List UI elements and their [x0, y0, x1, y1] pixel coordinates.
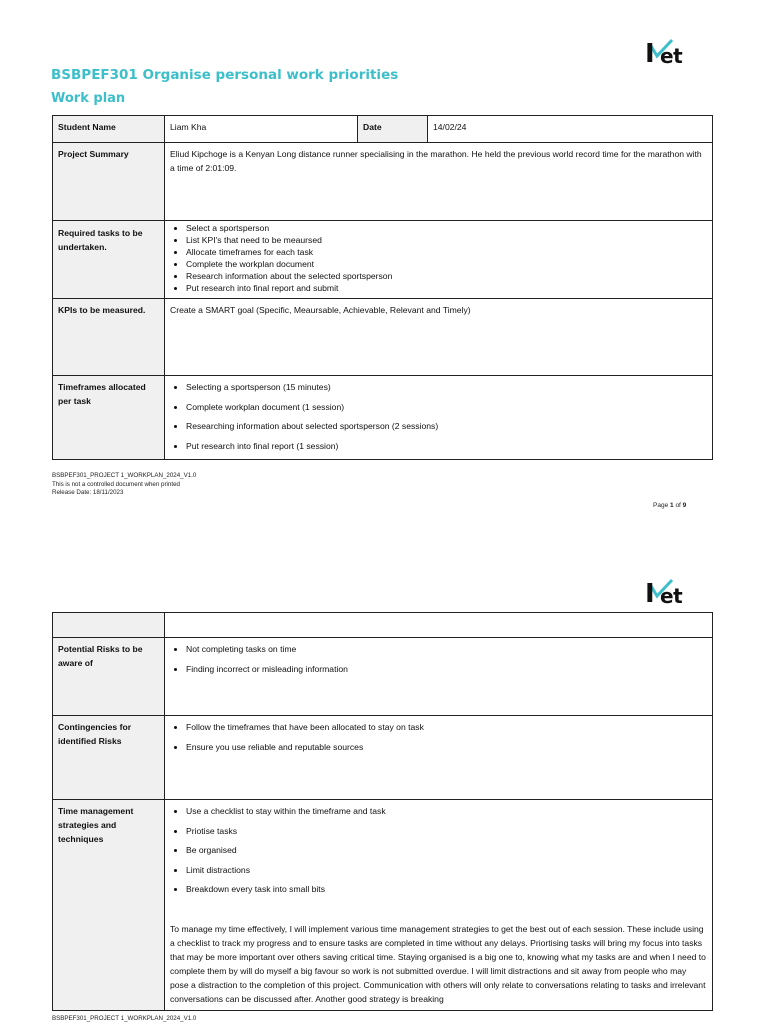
list-item: • Put research into final report and submit: [186, 282, 707, 294]
project-summary-value[interactable]: [165, 143, 713, 221]
logo-letters-et: et: [660, 584, 683, 608]
page-number: [653, 502, 686, 509]
work-plan-table-page-1: [52, 115, 713, 460]
logo-letter-i: I: [645, 39, 654, 69]
kpis-label: KPIs to be measured.: [53, 299, 165, 376]
student-name-label: Student Name: [53, 116, 165, 143]
list-item: • Not completing tasks on time: [186, 642, 707, 656]
page-prefix: Page: [653, 502, 669, 509]
blank-header-row: [53, 613, 713, 638]
list-item: • Allocate timeframes for each task: [186, 246, 707, 258]
list-item: • Complete the workplan document: [186, 258, 707, 270]
logo-letter-i: I: [645, 579, 654, 609]
list-item: • Ensure you use reliable and reputable sources: [186, 740, 707, 754]
risks-list: [170, 642, 707, 676]
time-management-row: [53, 800, 713, 1011]
kpis-row: [53, 299, 713, 376]
footer-release-date: Release Date: 18/11/2023: [52, 489, 124, 496]
timeframes-list: [170, 380, 707, 453]
ivet-logo: [642, 578, 692, 610]
time-management-value[interactable]: [165, 800, 713, 1011]
list-item: • Priotise tasks: [186, 824, 707, 838]
risks-value[interactable]: [165, 638, 713, 716]
document-subtitle: Work plan: [51, 91, 126, 106]
document-title: BSBPEF301 Organise personal work priorities: [51, 67, 399, 83]
list-item: • Be organised: [186, 843, 707, 857]
list-item: • Breakdown every task into small bits: [186, 882, 707, 896]
list-item: • Follow the timeframes that have been allocated to stay on task: [186, 720, 707, 734]
footer-controlled-note: This is not a controlled document when printed: [52, 480, 180, 488]
ivet-logo: [642, 38, 692, 70]
date-label: Date: [358, 116, 428, 143]
contingencies-value[interactable]: [165, 716, 713, 800]
logo-letters-et: et: [660, 44, 683, 68]
page-1-footer: [52, 472, 196, 498]
project-summary-label: Project Summary: [53, 143, 165, 221]
blank-value-cell[interactable]: [165, 613, 713, 638]
list-item: • Complete workplan document (1 session): [186, 400, 707, 414]
date-value[interactable]: 14/02/24: [428, 116, 713, 143]
contingencies-row: [53, 716, 713, 800]
list-item: • Limit distractions: [186, 863, 707, 877]
contingencies-list: [170, 720, 707, 754]
page-of: of: [675, 502, 681, 509]
kpis-value[interactable]: Create a SMART goal (Specific, Meaursable, Achievable, Relevant and Timely): [165, 299, 713, 376]
list-item: • Select a sportsperson: [186, 222, 707, 234]
blank-label-cell: [53, 613, 165, 638]
list-item: • Selecting a sportsperson (15 minutes): [186, 380, 707, 394]
timeframes-row: [53, 376, 713, 460]
required-tasks-label: Required tasks to be undertaken.: [53, 221, 165, 299]
list-item: • Researching information about selected sportsperson (2 sessions): [186, 419, 707, 433]
contingencies-label: Contingencies for identified Risks: [53, 716, 165, 800]
student-row: [53, 116, 713, 143]
work-plan-table-page-2: [52, 612, 713, 1011]
page-total: 9: [682, 502, 687, 509]
project-summary-text: Eliud Kipchoge is a Kenyan Long distance runner specialising in the marathon. He held the previous world record time for the marathon with a time of 2:01:09.: [170, 149, 702, 173]
list-item: • Use a checklist to stay within the timeframe and task: [186, 804, 707, 818]
required-tasks-value[interactable]: [165, 221, 713, 299]
page-2-footer: [52, 1015, 196, 1024]
required-tasks-row: [53, 221, 713, 299]
risks-row: [53, 638, 713, 716]
list-item: • Finding incorrect or misleading information: [186, 662, 707, 676]
time-management-paragraph: To manage my time effectively, I will implement various time management strategies to get the best out of each session. These include using a checklist to track my progress and to ensure tasks are completed in time without any delays. Priortising tasks will bring my focus into tasks that may be more important over others saving critical time. Staying organised is a big one to, knowing what my tasks are and when I need to complete them by will do myself a big favour so work is not submitted overdue. I will limit distractions and sit away from people who may pose a distraction to the completion of this project. Communication with others will only relate to conversations relating to tasks and irrelevant conversations can be discussed after. Another good strategy is breaking: [170, 924, 706, 1004]
time-management-label: Time management strategies and techniques: [53, 800, 165, 1011]
required-tasks-list: [170, 222, 707, 294]
timeframes-label: Timeframes allocated per task: [53, 376, 165, 460]
footer-doc-code: BSBPEF301_PROJECT 1_WORKPLAN_2024_V1.0: [52, 472, 197, 479]
page-current: 1: [670, 502, 674, 509]
timeframes-value[interactable]: [165, 376, 713, 460]
list-item: • List KPI's that need to be meaursed: [186, 234, 707, 246]
student-name-value[interactable]: Liam Kha: [165, 116, 358, 143]
list-item: • Research information about the selected sportsperson: [186, 270, 707, 282]
project-summary-row: [53, 143, 713, 221]
list-item: • Put research into final report (1 session): [186, 439, 707, 453]
risks-label: Potential Risks to be aware of: [53, 638, 165, 716]
time-management-list: [170, 804, 707, 896]
footer-doc-code: BSBPEF301_PROJECT 1_WORKPLAN_2024_V1.0: [52, 1015, 197, 1022]
